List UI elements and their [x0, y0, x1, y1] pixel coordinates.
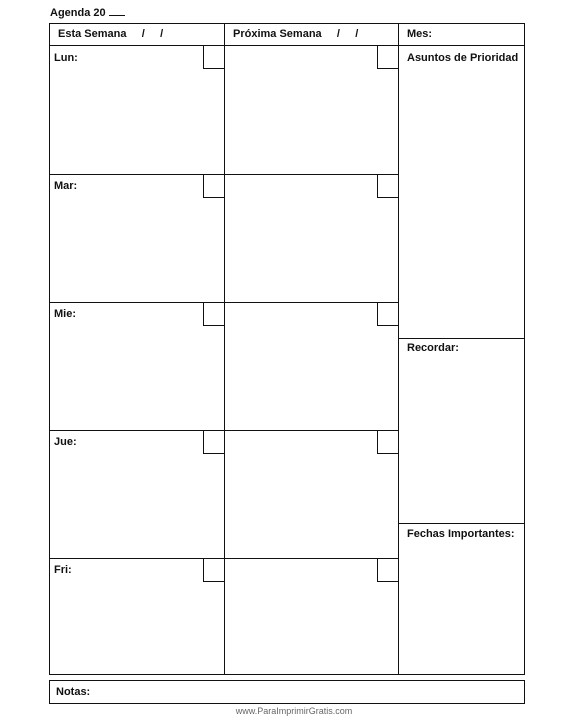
day-label-mar: Mar: — [54, 180, 78, 192]
day-label-fri: Fri: — [54, 564, 72, 576]
date-box[interactable] — [203, 45, 225, 69]
remember-label: Recordar: — [407, 342, 459, 354]
header-month: Mes: — [407, 28, 433, 40]
date-box[interactable] — [203, 302, 225, 326]
date-box[interactable] — [203, 174, 225, 198]
date-box[interactable] — [377, 558, 399, 582]
day-label-mie: Mie: — [54, 308, 76, 320]
header-next-week: Próxima Semana / / — [233, 28, 359, 40]
priority-label: Asuntos de Prioridad — [407, 52, 519, 64]
important-dates-label: Fechas Importantes: — [407, 528, 515, 540]
notes-label: Notas: — [56, 686, 91, 698]
date-box[interactable] — [377, 45, 399, 69]
date-box[interactable] — [377, 302, 399, 326]
year-blank — [109, 6, 125, 16]
date-box[interactable] — [203, 558, 225, 582]
sidebar-divider — [398, 338, 525, 339]
day-label-jue: Jue: — [54, 436, 77, 448]
date-box[interactable] — [377, 174, 399, 198]
day-label-lun: Lun: — [54, 52, 78, 64]
sidebar-divider — [398, 523, 525, 524]
date-box[interactable] — [203, 430, 225, 454]
footer-url: www.ParaImprimirGratis.com — [235, 706, 353, 716]
header-divider — [49, 45, 525, 46]
notes-field[interactable] — [49, 680, 525, 704]
date-box[interactable] — [377, 430, 399, 454]
agenda-title: Agenda 20 — [50, 6, 125, 19]
header-this-week: Esta Semana / / — [58, 28, 164, 40]
